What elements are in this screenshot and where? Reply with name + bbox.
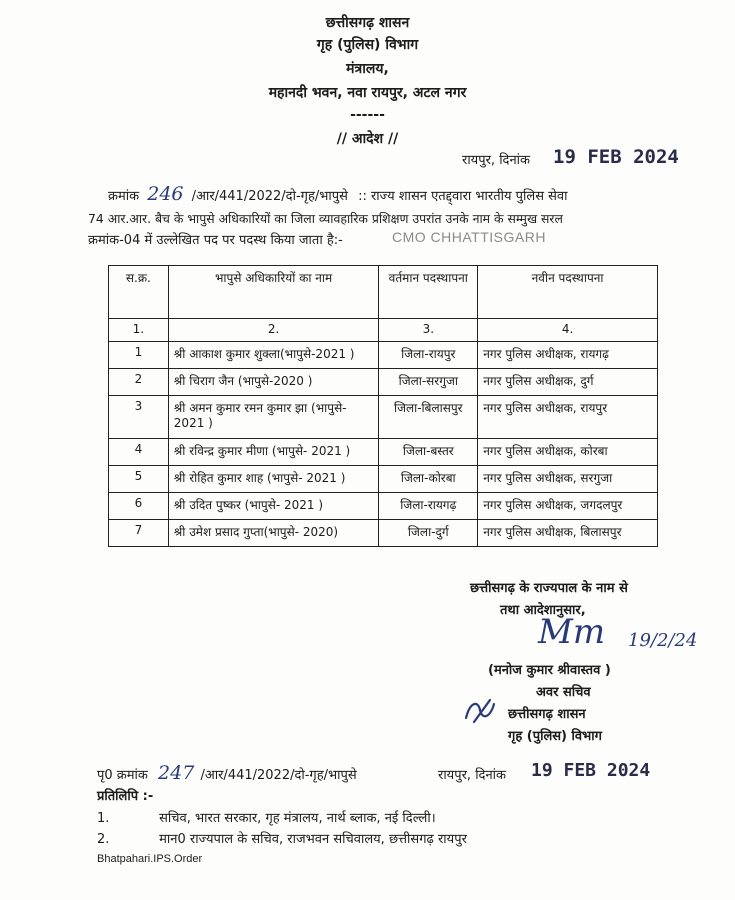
header-ministry: मंत्रालय, — [346, 61, 389, 77]
row-name: श्री आकाश कुमार शुक्ला(भापुसे-2021 ) — [168, 342, 379, 369]
header-new: नवीन पदस्थापना — [478, 266, 658, 319]
row-new: नगर पुलिस अधीक्षक, कोरबा — [478, 439, 658, 466]
row-current: जिला-दुर्ग — [379, 520, 478, 547]
row-sno: 5 — [109, 466, 169, 493]
row-new: नगर पुलिस अधीक्षक, बिलासपुर — [478, 520, 658, 547]
row-sno: 6 — [109, 493, 169, 520]
signatory-govt: छत्तीसगढ़ शासन — [508, 707, 586, 722]
row-new: नगर पुलिस अधीक्षक, रायपुर — [478, 396, 658, 439]
row-name: श्री उमेश प्रसाद गुप्ता(भापुसे- 2020) — [168, 520, 379, 547]
endorsement-place-date: रायपुर, दिनांक — [438, 768, 507, 783]
header-name: भापुसे अधिकारियों का नाम — [168, 266, 379, 319]
date-prefix: रायपुर, दिनांक — [462, 153, 531, 168]
header-dept: गृह (पुलिस) विभाग — [316, 37, 419, 53]
signature-date: 19/2/24 — [628, 630, 698, 651]
initial-mark-icon — [460, 696, 500, 726]
row-name: श्री उदित पुष्कर (भापुसे- 2021 ) — [168, 493, 379, 520]
row-name: श्री रोहित कुमार शाह (भापुसे- 2021 ) — [168, 466, 379, 493]
order-title: // आदेश // — [336, 131, 399, 147]
order-ref: /आर/441/2022/दो-गृह/भापुसे — [191, 189, 348, 204]
copy-label: प्रतिलिपि :- — [97, 789, 154, 804]
list-item-num: 1. — [97, 811, 110, 826]
order-number: 246 — [147, 183, 184, 205]
list-item-text: सचिव, भारत सरकार, गृह मंत्रालय, नार्थ ब्लाक, नई दिल्ली। — [159, 811, 436, 826]
row-current: जिला-रायपुर — [379, 342, 478, 369]
order-line-2: 74 आर.आर. बैच के भापुसे अधिकारियों का जिला व्यावहारिक प्रशिक्षण उपरांत उनके नाम के सम्मुख सरल — [88, 211, 563, 226]
col-number: 2. — [168, 319, 379, 342]
order-line-3: क्रमांक-04 में उल्लेखित पद पर पदस्थ किया जाता है:- — [88, 233, 343, 248]
header-sno: स.क्र. — [109, 266, 169, 319]
footer-filename: Bhatpahari.IPS.Order — [97, 853, 203, 865]
row-sno: 1 — [109, 342, 169, 369]
row-sno: 2 — [109, 369, 169, 396]
order-line-1-rest: :: राज्य शासन एतद्द्वारा भारतीय पुलिस सेवा — [358, 189, 568, 204]
date-stamp: 19 FEB 2024 — [553, 146, 679, 168]
governor-line-1: छत्तीसगढ़ के राज्यपाल के नाम से — [470, 581, 628, 596]
order-line-1 — [108, 184, 568, 207]
list-item — [97, 829, 467, 850]
table-col-number-row — [109, 319, 658, 342]
row-new: नगर पुलिस अधीक्षक, सरगुजा — [478, 466, 658, 493]
row-sno: 4 — [109, 439, 169, 466]
row-new: नगर पुलिस अधीक्षक, दुर्ग — [478, 369, 658, 396]
header-rule: ------ — [350, 107, 385, 123]
endorsement-ref: /आर/441/2022/दो-गृह/भापुसे — [200, 768, 357, 783]
col-number: 1. — [109, 319, 169, 342]
table-row — [109, 466, 658, 493]
kramank-label: क्रमांक — [108, 189, 140, 204]
row-new: नगर पुलिस अधीक्षक, रायगढ़ — [478, 342, 658, 369]
watermark: CMO CHHATTISGARH — [392, 229, 546, 245]
list-item-num: 2. — [97, 832, 110, 847]
row-current: जिला-रायगढ़ — [379, 493, 478, 520]
governor-line-2: तथा आदेशानुसार, — [500, 603, 586, 618]
posting-table — [108, 265, 658, 547]
row-new: नगर पुलिस अधीक्षक, जगदलपुर — [478, 493, 658, 520]
row-name: श्री अमन कुमार रमन कुमार झा (भापुसे- 2021 ) — [168, 396, 379, 439]
row-current: जिला-कोरबा — [379, 466, 478, 493]
table-row — [109, 439, 658, 466]
signatory-name: (मनोज कुमार श्रीवास्तव ) — [488, 663, 611, 678]
row-current: जिला-सरगुजा — [379, 369, 478, 396]
list-item — [97, 808, 436, 829]
endorsement-line — [97, 763, 357, 786]
row-sno: 7 — [109, 520, 169, 547]
signature-scribble: Mm — [538, 612, 606, 652]
row-sno: 3 — [109, 396, 169, 439]
row-current: जिला-बस्तर — [379, 439, 478, 466]
signatory-dept: गृह (पुलिस) विभाग — [508, 729, 602, 744]
header-address: महानदी भवन, नवा रायपुर, अटल नगर — [268, 85, 467, 101]
table-header-row — [109, 266, 658, 319]
list-item-text: मान0 राज्यपाल के सचिव, राजभवन सचिवालय, छत्तीसगढ़ रायपुर — [159, 832, 467, 847]
table-row — [109, 369, 658, 396]
signatory-designation: अवर सचिव — [536, 685, 591, 700]
row-current: जिला-बिलासपुर — [379, 396, 478, 439]
header-govt: छत्तीसगढ़ शासन — [325, 15, 410, 31]
table-row — [109, 520, 658, 547]
row-name: श्री रविन्द्र कुमार मीणा (भापुसे- 2021 ) — [168, 439, 379, 466]
endorsement-number: 247 — [158, 762, 195, 784]
table-row — [109, 342, 658, 369]
endorsement-prefix: पृ0 क्रमांक — [97, 768, 148, 783]
endorsement-stamp: 19 FEB 2024 — [531, 760, 651, 781]
row-name: श्री चिराग जैन (भापुसे-2020 ) — [168, 369, 379, 396]
header-current: वर्तमान पदस्थापना — [379, 266, 478, 319]
col-number: 4. — [478, 319, 658, 342]
table-row — [109, 493, 658, 520]
table-row — [109, 396, 658, 439]
col-number: 3. — [379, 319, 478, 342]
